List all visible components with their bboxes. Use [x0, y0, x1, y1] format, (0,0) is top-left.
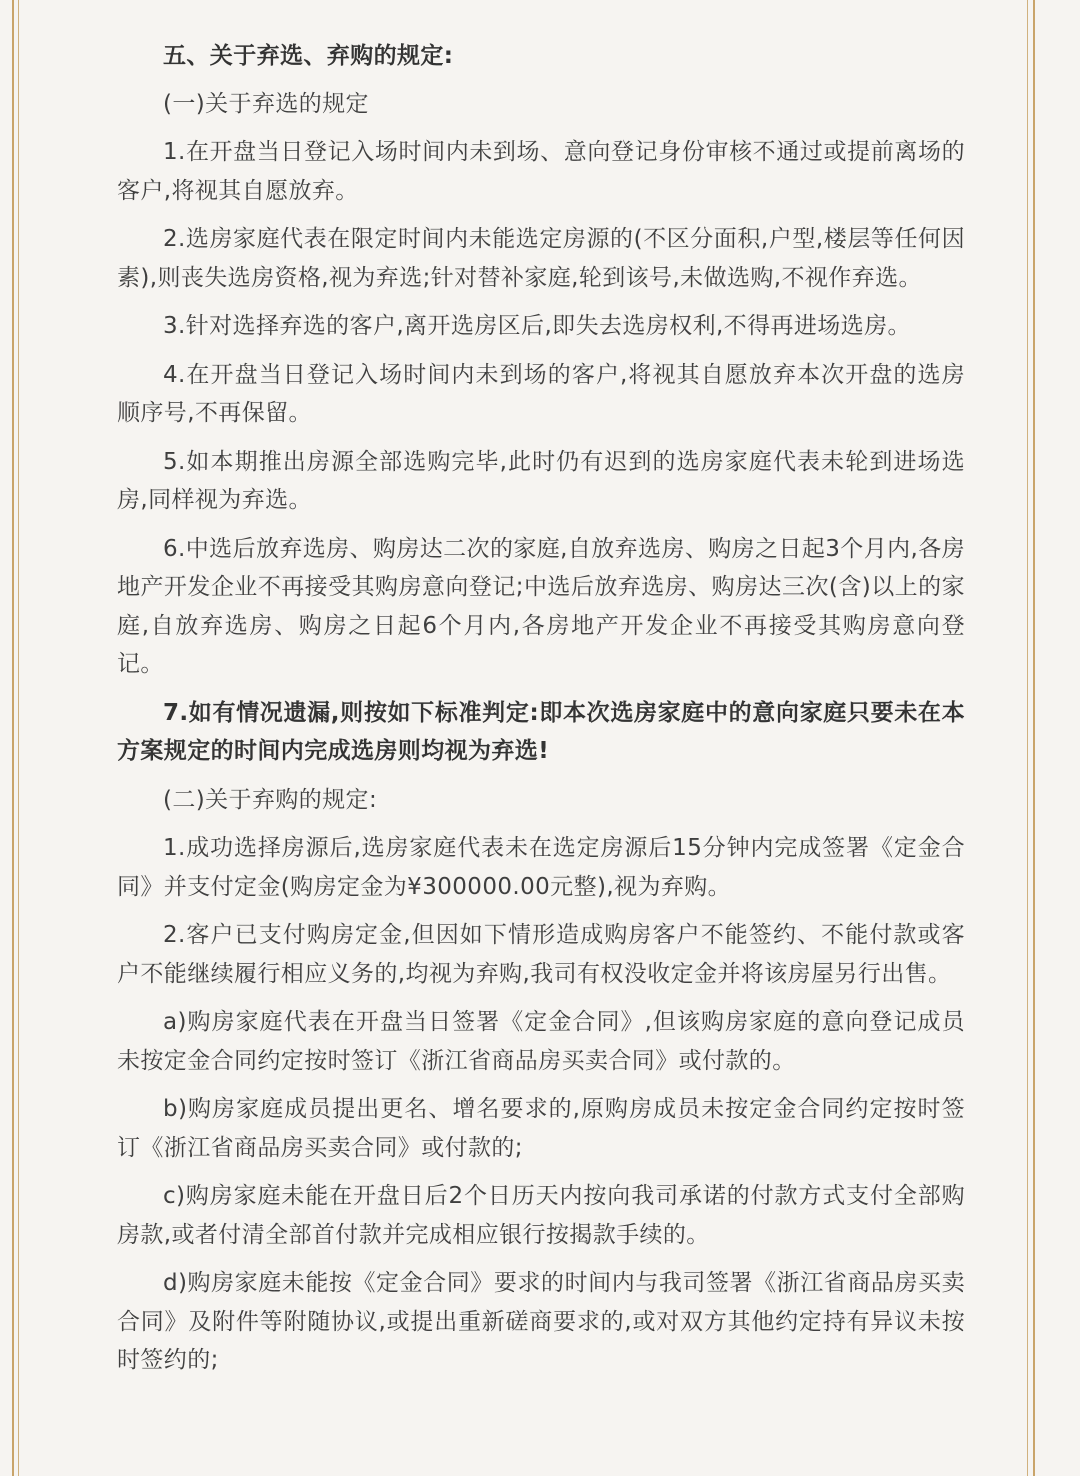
frame-border-left-outer — [12, 0, 14, 1476]
sub-rule-paragraph: d)购房家庭未能按《定金合同》要求的时间内与我司签署《浙江省商品房买卖合同》及附件等附随协议,或提出重新磋商要求的,或对双方其他约定持有异议未按时签约的; — [117, 1270, 965, 1373]
rule-paragraph: 1.成功选择房源后,选房家庭代表未在选定房源后15分钟内完成签署《定金合同》并支付定金(购房定金为¥300000.00元整),视为弃购。 — [117, 835, 965, 900]
sub-rule-paragraph: b)购房家庭成员提出更名、增名要求的,原购房成员未按定金合同约定按时签订《浙江省商品房买卖合同》或付款的; — [117, 1096, 965, 1161]
rule-paragraph: 5.如本期推出房源全部选购完毕,此时仍有迟到的选房家庭代表未轮到进场选房,同样视为弃选。 — [117, 448, 965, 513]
rule-paragraph: 4.在开盘当日登记入场时间内未到场的客户,将视其自愿放弃本次开盘的选房顺序号,不再保留。 — [117, 361, 965, 426]
frame-border-left-inner — [18, 0, 19, 1476]
frame-border-right-inner — [1027, 0, 1028, 1476]
rule-paragraph: 3.针对选择弃选的客户,离开选房区后,即失去选房权利,不得再进场选房。 — [163, 313, 911, 339]
rule-paragraph: 1.在开盘当日登记入场时间内未到场、意向登记身份审核不通过或提前离场的客户,将视其自愿放弃。 — [117, 139, 965, 204]
rule-paragraph: 6.中选后放弃选房、购房达二次的家庭,自放弃选房、购房之日起3个月内,各房地产开发企业不再接受其购房意向登记;中选后放弃选房、购房达三次(含)以上的家庭,自放弃选房、购房之日起6个月内,各房地产开发企业不再接受其购房意向登记。 — [117, 535, 965, 677]
sub-rule-paragraph: a)购房家庭代表在开盘当日签署《定金合同》,但该购房家庭的意向登记成员未按定金合同约定按时签订《浙江省商品房买卖合同》或付款的。 — [117, 1009, 965, 1074]
rule-paragraph: 2.客户已支付购房定金,但因如下情形造成购房客户不能签约、不能付款或客户不能继续履行相应义务的,均视为弃购,我司有权没收定金并将该房屋另行出售。 — [117, 922, 965, 987]
document-body — [117, 37, 965, 1390]
sub-rule-paragraph: c)购房家庭未能在开盘日后2个日历天内按向我司承诺的付款方式支付全部购房款,或者付清全部首付款并完成相应银行按揭款手续的。 — [117, 1183, 965, 1248]
section-heading: 五、关于弃选、弃购的规定: — [163, 43, 454, 69]
rule-paragraph-emphasis: 7.如有情况遗漏,则按如下标准判定:即本次选房家庭中的意向家庭只要未在本方案规定的时间内完成选房则均视为弃选! — [117, 699, 965, 764]
rule-paragraph: 2.选房家庭代表在限定时间内未能选定房源的(不区分面积,户型,楼层等任何因素),则丧失选房资格,视为弃选;针对替补家庭,轮到该号,未做选购,不视作弃选。 — [117, 226, 965, 291]
subsection-title-abandon-purchase: (二)关于弃购的规定: — [163, 786, 378, 813]
subsection-title-abandon-selection: (一)关于弃选的规定 — [163, 90, 369, 117]
frame-border-right-outer — [1033, 0, 1035, 1476]
